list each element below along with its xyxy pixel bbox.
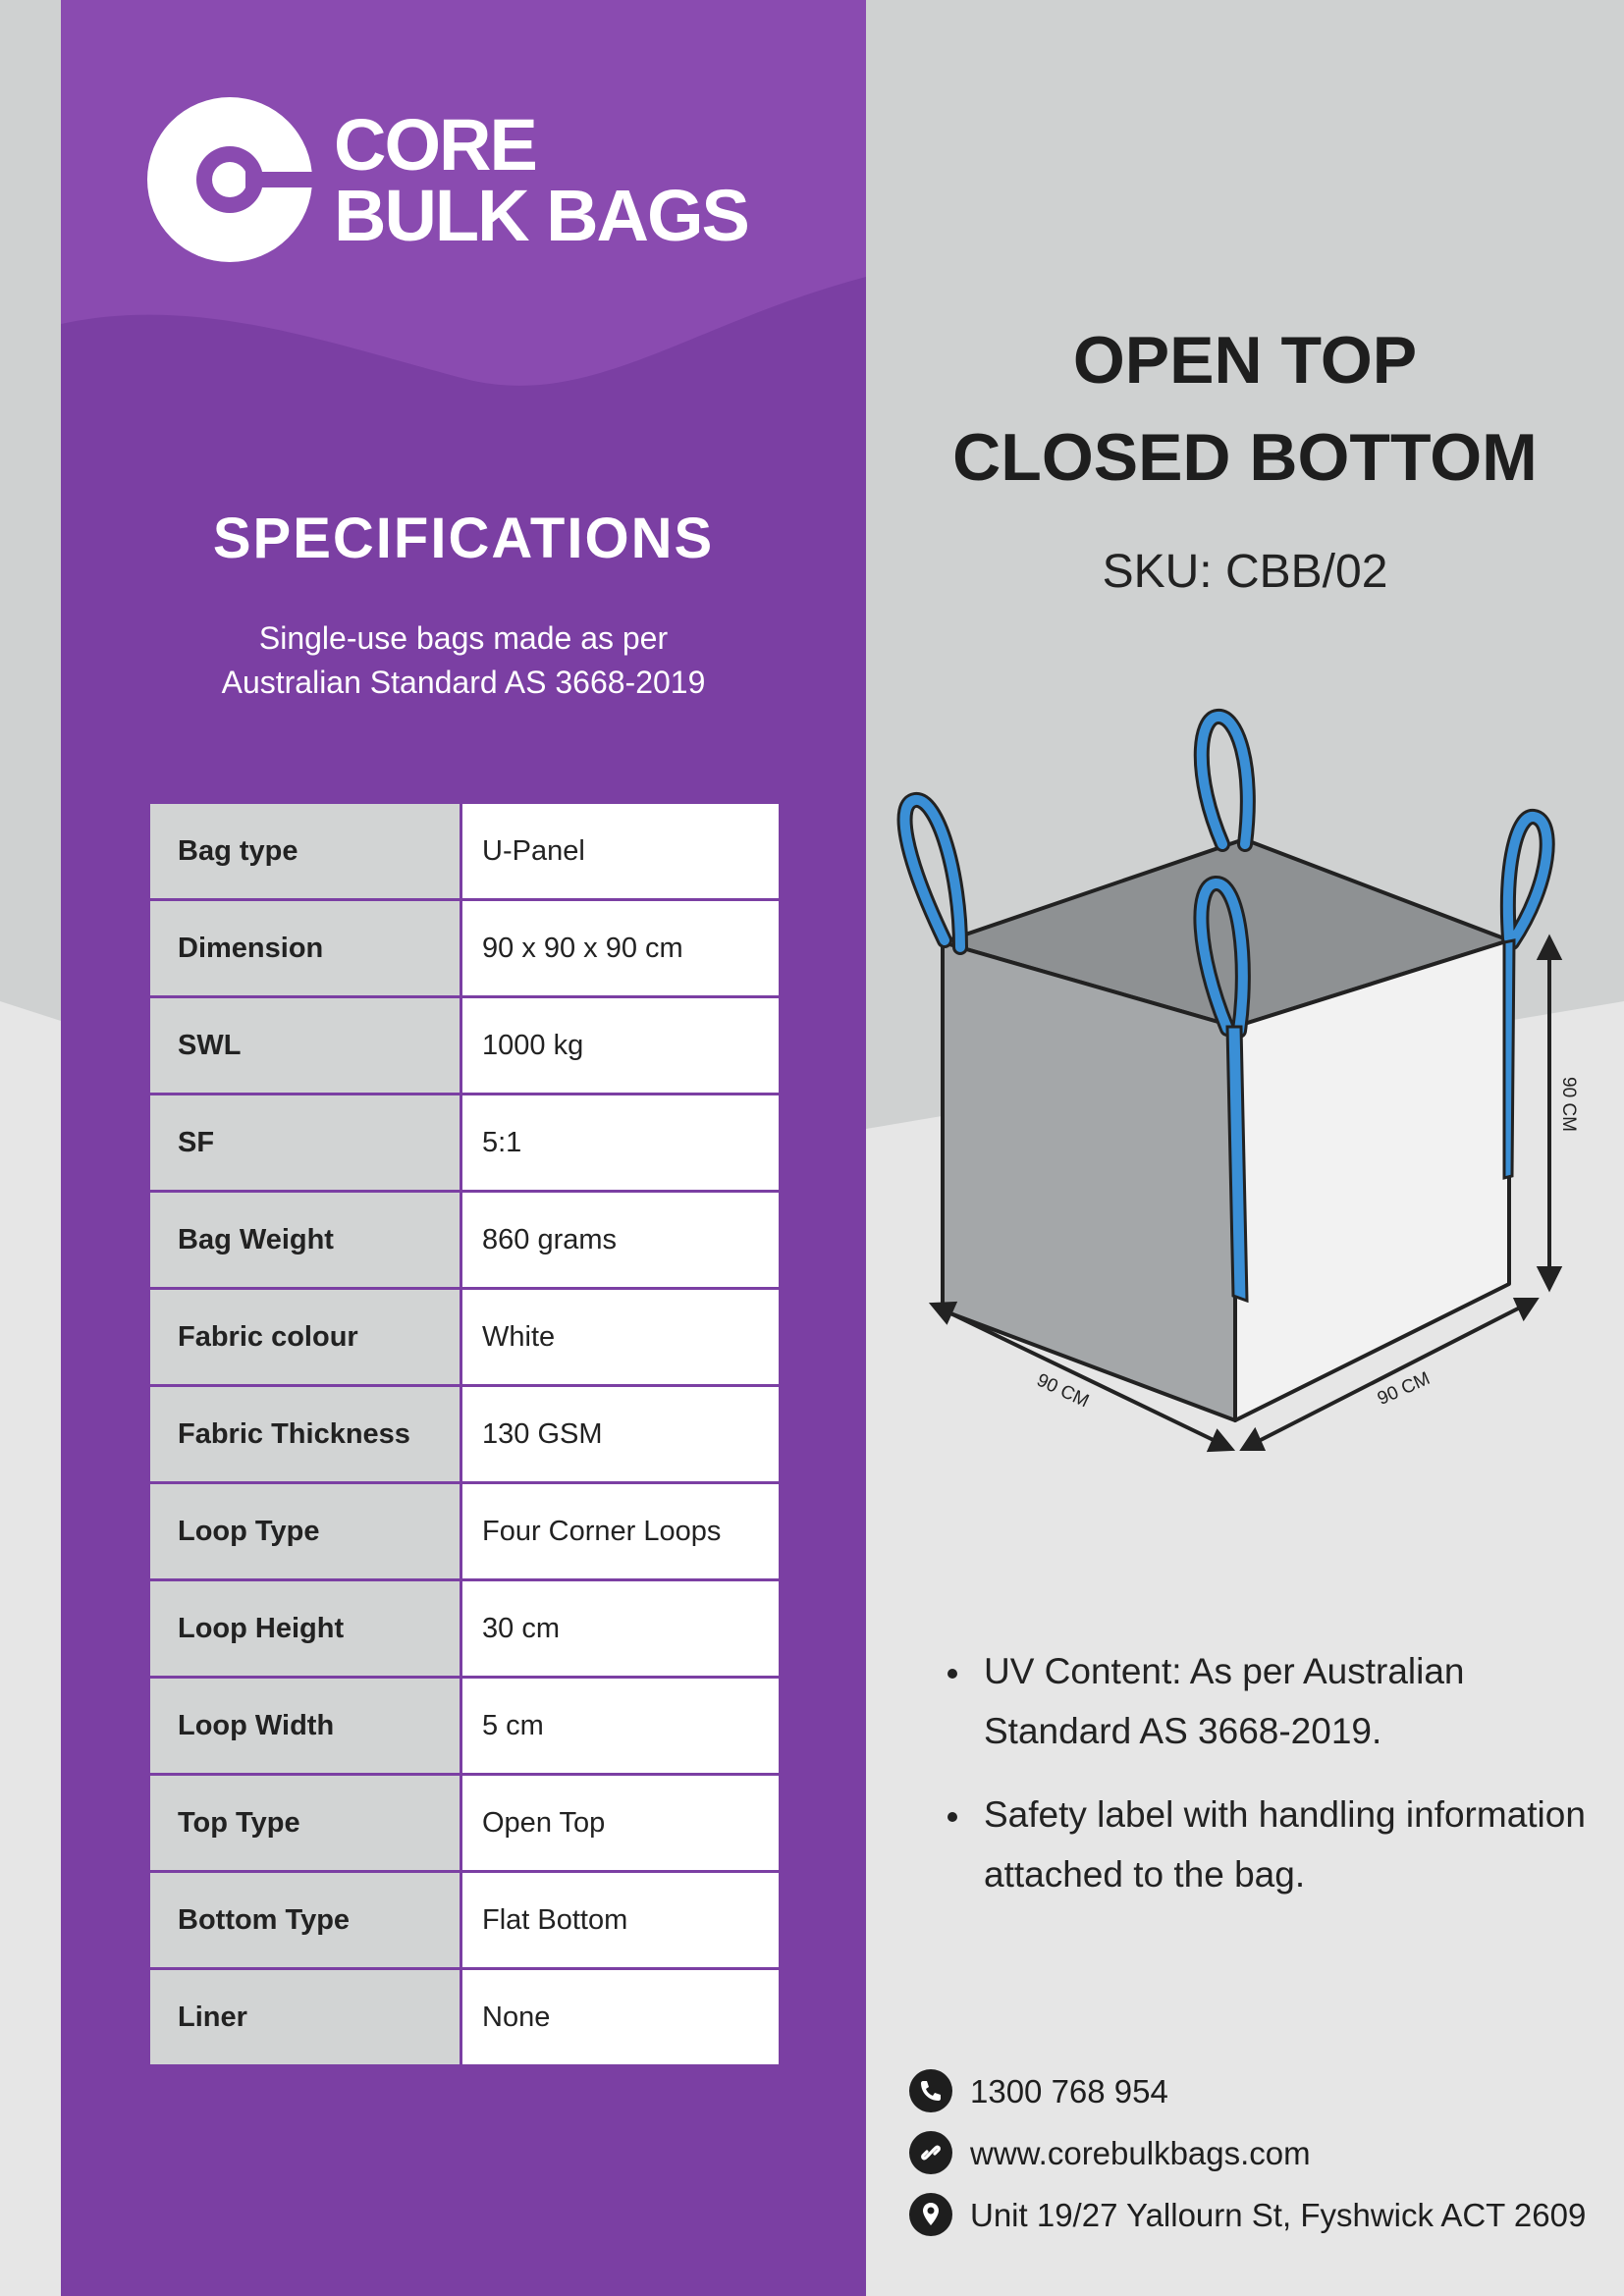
spec-value: 130 GSM	[461, 1386, 781, 1483]
spec-value: 90 x 90 x 90 cm	[461, 900, 781, 997]
spec-value: U-Panel	[461, 803, 781, 900]
spec-label: Dimension	[149, 900, 461, 997]
table-row	[149, 1095, 781, 1192]
height-dimension-label: 90 CM	[1558, 1077, 1579, 1132]
specifications-heading: SPECIFICATIONS	[212, 507, 715, 570]
subtitle-line-1: Single-use bags made as per	[258, 620, 669, 656]
title-line-1: OPEN TOP	[1072, 323, 1418, 398]
spec-value: 860 grams	[461, 1192, 781, 1289]
spec-label: Bag Weight	[149, 1192, 461, 1289]
table-row	[149, 1775, 781, 1872]
core-logo-icon	[147, 93, 324, 270]
table-row	[149, 900, 781, 997]
location-pin-icon	[909, 2193, 952, 2236]
spec-label: Loop Height	[149, 1580, 461, 1678]
spec-label: Bag type	[149, 803, 461, 900]
table-row	[149, 1386, 781, 1483]
spec-value: Four Corner Loops	[461, 1483, 781, 1580]
spec-label: Fabric colour	[149, 1289, 461, 1386]
feature-list	[943, 1641, 1591, 1928]
table-row	[149, 1872, 781, 1969]
spec-value: Open Top	[461, 1775, 781, 1872]
bag-right-face	[1235, 940, 1509, 1420]
spec-value: None	[461, 1969, 781, 2066]
table-row	[149, 803, 781, 900]
spec-value: 5:1	[461, 1095, 781, 1192]
spec-value: 5 cm	[461, 1678, 781, 1775]
bag-diagram	[884, 707, 1591, 1453]
spec-value: White	[461, 1289, 781, 1386]
product-title	[866, 312, 1624, 507]
spec-label: Liner	[149, 1969, 461, 2066]
table-row	[149, 997, 781, 1095]
address-text: Unit 19/27 Yallourn St, Fyshwick ACT 2609	[970, 2197, 1587, 2233]
specifications-panel	[61, 0, 866, 2296]
table-row	[149, 1483, 781, 1580]
table-row	[149, 1289, 781, 1386]
spec-value: 30 cm	[461, 1580, 781, 1678]
subtitle-line-2: Australian Standard AS 3668-2019	[221, 665, 706, 700]
spec-label: Fabric Thickness	[149, 1386, 461, 1483]
specifications-table	[147, 801, 782, 2067]
product-sku: SKU: CBB/02	[1102, 546, 1388, 598]
logo-text-core: CORE	[334, 104, 536, 186]
left-dimension-label: 90 CM	[1033, 1369, 1093, 1413]
spec-label: Top Type	[149, 1775, 461, 1872]
table-row	[149, 1969, 781, 2066]
spec-label: Bottom Type	[149, 1872, 461, 1969]
feature-item: UV Content: As per Australian Standard AS 3668-2019.	[943, 1641, 1591, 1761]
phone-number[interactable]: 1300 768 954	[970, 2073, 1168, 2109]
spec-value: 1000 kg	[461, 997, 781, 1095]
spec-label: SWL	[149, 997, 461, 1095]
link-icon	[909, 2131, 952, 2174]
table-row	[149, 1580, 781, 1678]
spec-value: Flat Bottom	[461, 1872, 781, 1969]
website-link[interactable]: www.corebulkbags.com	[970, 2135, 1311, 2171]
spec-label: Loop Type	[149, 1483, 461, 1580]
feature-item: Safety label with handling information attached to the bag.	[943, 1785, 1591, 1904]
bag-left-face	[943, 942, 1235, 1420]
logo-text-bulk-bags: BULK BAGS	[334, 175, 748, 256]
brand-logo	[147, 93, 795, 270]
spec-label: Loop Width	[149, 1678, 461, 1775]
title-line-2: CLOSED BOTTOM	[952, 420, 1538, 495]
spec-label: SF	[149, 1095, 461, 1192]
phone-icon	[909, 2069, 952, 2112]
table-row	[149, 1192, 781, 1289]
table-row	[149, 1678, 781, 1775]
right-dimension-label: 90 CM	[1374, 1368, 1434, 1410]
specifications-subtitle	[61, 616, 866, 705]
